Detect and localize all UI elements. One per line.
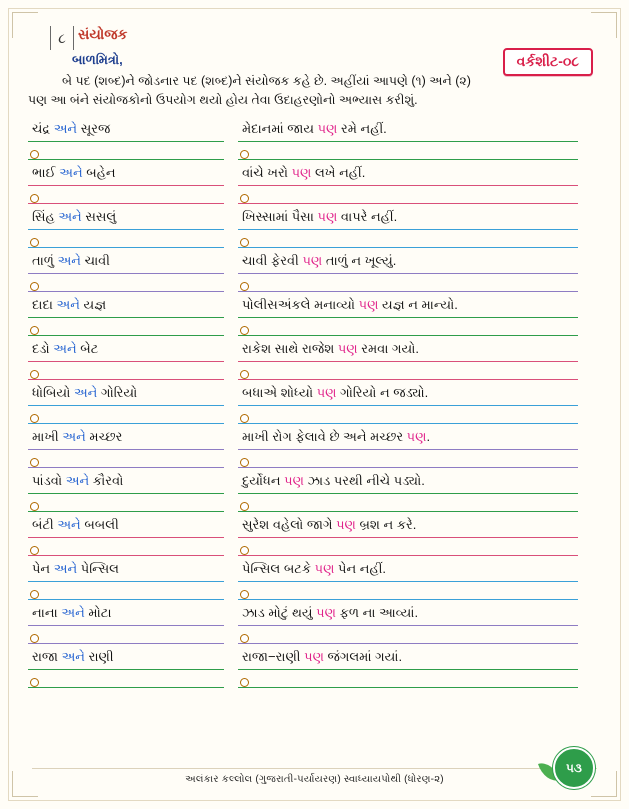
exercise-left-blank-rule [28,335,224,336]
lesson-title: સંયોજક [78,26,128,42]
exercise-right-blank-rule [238,555,578,556]
exercise-left-blank[interactable] [28,582,224,600]
intro-line-1: બે પદ (શબ્દ)ને જોડનાર પદ (શબ્દ)ને સંયોજક કહે છે. અહીંયાં આપણે (૧) અને (૨) [62,74,471,88]
exercise-right-cell [238,338,578,380]
conjunction-word: પણ [304,648,324,664]
exercise-row [28,206,601,248]
exercise-left-cell [28,338,224,380]
greeting-text: બાળમિત્રો, [72,52,123,67]
exercise-left-blank[interactable] [28,538,224,556]
exercise-right-blank-rule [238,599,578,600]
exercise-left-blank-rule [28,687,224,688]
exercise-left-cell [28,602,224,644]
exercise-left-cell [28,382,224,424]
page-footer [28,760,601,785]
exercise-right-cell [238,206,578,248]
intro-line-2: પણ આ બંને સંયોજકોનો ઉપયોગ થયો હોય તેવા ઉદાહરણોનો અભ્યાસ કરીશું. [28,93,418,108]
page-header [28,20,601,69]
conjunction-word: અને [57,252,81,268]
exercise-left-text: સિંહ અને સસલું [32,208,117,224]
footer-text: અલંકાર કલ્લોલ (ગુજરાતી-પર્યાયરણ) સ્વાધ્યાયપોથી (ધોરણ-૨) [185,774,444,785]
exercise-left-blank-rule [28,555,224,556]
exercise-right-blank-rule [238,203,578,204]
exercise-left-blank[interactable] [28,230,224,248]
exercise-left-cell [28,558,224,600]
exercise-right-cell [238,470,578,512]
exercise-right-blank[interactable] [238,186,578,204]
exercise-right-blank[interactable] [238,582,578,600]
exercise-left-blank-rule [28,203,224,204]
exercise-row [28,558,601,600]
conjunction-word: પણ [316,604,336,620]
worksheet-badge: વર્કશીટ-૦૮ [503,48,593,76]
conjunction-word: પણ [302,252,323,268]
conjunction-word: અને [59,164,83,180]
exercise-right-blank-rule [238,643,578,644]
exercise-left-text: દડો અને બેટ [32,340,99,356]
exercise-right-blank[interactable] [238,406,578,424]
exercise-left-cell [28,426,224,468]
exercise-left-blank[interactable] [28,450,224,468]
exercise-left-text: પેન અને પેન્સિલ [32,560,119,576]
exercise-right-cell [238,602,578,644]
exercise-row [28,338,601,380]
exercise-right-blank[interactable] [238,142,578,160]
exercise-right-cell [238,646,578,688]
exercise-right-blank[interactable] [238,362,578,380]
exercise-row [28,250,601,292]
exercise-right-cell [238,426,578,468]
lesson-number: ૮ [50,26,74,50]
exercise-row [28,294,601,336]
exercise-right-cell [238,118,578,160]
exercise-left-cell [28,294,224,336]
exercise-left-text: દાદા અને યજ્ઞ [32,296,107,312]
exercise-row [28,118,601,160]
exercise-left-text: પાંડવો અને કૌરવો [32,472,124,488]
exercise-left-cell [28,514,224,556]
conjunction-word: પણ [284,472,304,488]
exercise-right-text: બધાએ શોધ્યો પણ ગોરિયો ન જડ્યો. [242,384,429,400]
exercise-right-cell [238,162,578,204]
exercise-left-blank-rule [28,247,224,248]
exercise-right-blank[interactable] [238,450,578,468]
exercise-left-cell [28,470,224,512]
exercise-right-blank[interactable] [238,274,578,292]
conjunction-word: અને [57,516,81,532]
exercise-left-text: નાના અને મોટા [32,604,112,620]
exercise-right-text: રાકેશ સાથે રાજેશ પણ રમવા ગયો. [242,340,420,356]
conjunction-word: પણ [316,384,337,400]
exercise-right-text: રાજા−રાણી પણ જંગલમાં ગયાં. [242,648,403,664]
exercise-right-blank-rule [238,511,578,512]
exercise-right-blank-rule [238,291,578,292]
exercise-left-blank[interactable] [28,670,224,688]
exercise-left-blank[interactable] [28,362,224,380]
exercise-right-text: પોલીસઅંકલે મનાવ્યો પણ યજ્ઞ ન માન્યો. [242,296,458,312]
exercise-left-cell [28,250,224,292]
exercise-left-cell [28,206,224,248]
conjunction-word: પણ [358,296,379,312]
conjunction-word: અને [53,120,78,136]
exercise-left-blank-rule [28,467,224,468]
conjunction-word: અને [61,648,85,664]
exercise-left-blank[interactable] [28,406,224,424]
exercise-row [28,514,601,556]
exercise-right-blank[interactable] [238,626,578,644]
exercise-right-blank-rule [238,467,578,468]
exercise-right-text: ખિસ્સામાં પૈસા પણ વાપરે નહીં. [242,208,398,224]
conjunction-word: અને [53,560,78,576]
exercise-right-text: ચાવી ફેરવી પણ તાળું ન ખૂલ્યું. [242,252,397,268]
exercise-row [28,470,601,512]
exercise-right-blank-rule [238,379,578,380]
exercise-left-blank[interactable] [28,318,224,336]
exercise-left-blank-rule [28,379,224,380]
exercise-row [28,426,601,468]
exercise-row [28,162,601,204]
exercise-left-blank-rule [28,291,224,292]
conjunction-word: પણ [317,208,338,224]
exercise-right-text: દુર્યોધન પણ ઝાડ પરથી નીચે પડ્યો. [242,472,425,488]
exercise-right-cell [238,250,578,292]
exercise-left-blank[interactable] [28,626,224,644]
exercise-row [28,602,601,644]
conjunction-word: પણ [291,164,312,180]
exercise-left-blank[interactable] [28,494,224,512]
exercise-row [28,382,601,424]
conjunction-word: અને [61,604,85,620]
exercise-left-cell [28,162,224,204]
exercise-left-blank[interactable] [28,142,224,160]
exercise-left-cell [28,118,224,160]
exercise-left-text: ધોબિયો અને ગોરિયો [32,384,138,400]
conjunction-word: અને [58,208,82,224]
exercise-right-cell [238,382,578,424]
exercise-right-blank-rule [238,159,578,160]
exercise-left-blank-rule [28,643,224,644]
exercise-right-cell [238,558,578,600]
exercise-left-text: માખી અને મચ્છર [32,428,123,444]
exercise-right-text: માખી રોગ ફેલાવે છે અને મચ્છર પણ. [242,428,431,444]
conjunction-word: અને [73,384,98,400]
exercise-right-cell [238,294,578,336]
exercise-right-text: મેદાનમાં જાય પણ રમે નહીં. [242,120,387,136]
exercise-left-blank-rule [28,599,224,600]
page-content [28,20,601,789]
exercise-left-text: બંટી અને બબલી [32,516,119,532]
exercise-left-text: ભાઈ અને બહેન [32,164,116,180]
exercise-right-text: સુરેશ વહેલો જાગે પણ બ્રશ ન કરે. [242,516,417,532]
footer-divider [32,768,597,769]
conjunction-word: પણ [336,516,356,532]
conjunction-word: પણ [317,120,338,136]
exercise-left-text: રાજા અને રાણી [32,648,114,664]
exercise-right-blank-rule [238,423,578,424]
exercise-left-text: ચંદ્ર અને સૂરજ [32,120,111,136]
exercise-right-blank[interactable] [238,318,578,336]
exercise-right-blank-rule [238,335,578,336]
conjunction-word: અને [65,472,90,488]
exercise-rows [28,118,601,688]
exercise-left-blank[interactable] [28,186,224,204]
exercise-right-cell [238,514,578,556]
exercise-right-blank[interactable] [238,230,578,248]
conjunction-word: અને [56,296,80,312]
page-number-badge: ૫૩ [553,747,595,789]
exercise-left-text: તાળું અને ચાવી [32,252,110,268]
exercise-right-blank[interactable] [238,494,578,512]
exercise-left-cell [28,646,224,688]
conjunction-word: અને [62,428,86,444]
exercise-right-blank[interactable] [238,670,578,688]
exercise-right-text: ઝાડ મોટું થયું પણ ફળ ના આવ્યાં. [242,604,419,620]
exercise-right-text: પેન્સિલ બટકે પણ પેન નહીં. [242,560,387,576]
exercise-left-blank-rule [28,159,224,160]
exercise-left-blank-rule [28,511,224,512]
exercise-right-blank-rule [238,247,578,248]
intro-paragraph [28,72,601,111]
conjunction-word: પણ [337,340,358,356]
conjunction-word: અને [53,340,77,356]
exercise-row [28,646,601,688]
conjunction-word: પણ [314,560,335,576]
exercise-right-blank[interactable] [238,538,578,556]
exercise-left-blank-rule [28,423,224,424]
exercise-left-blank[interactable] [28,274,224,292]
exercise-right-blank-rule [238,687,578,688]
conjunction-word: પણ [406,428,427,444]
exercise-right-text: વાંચે ખરો પણ લખે નહીં. [242,164,366,180]
